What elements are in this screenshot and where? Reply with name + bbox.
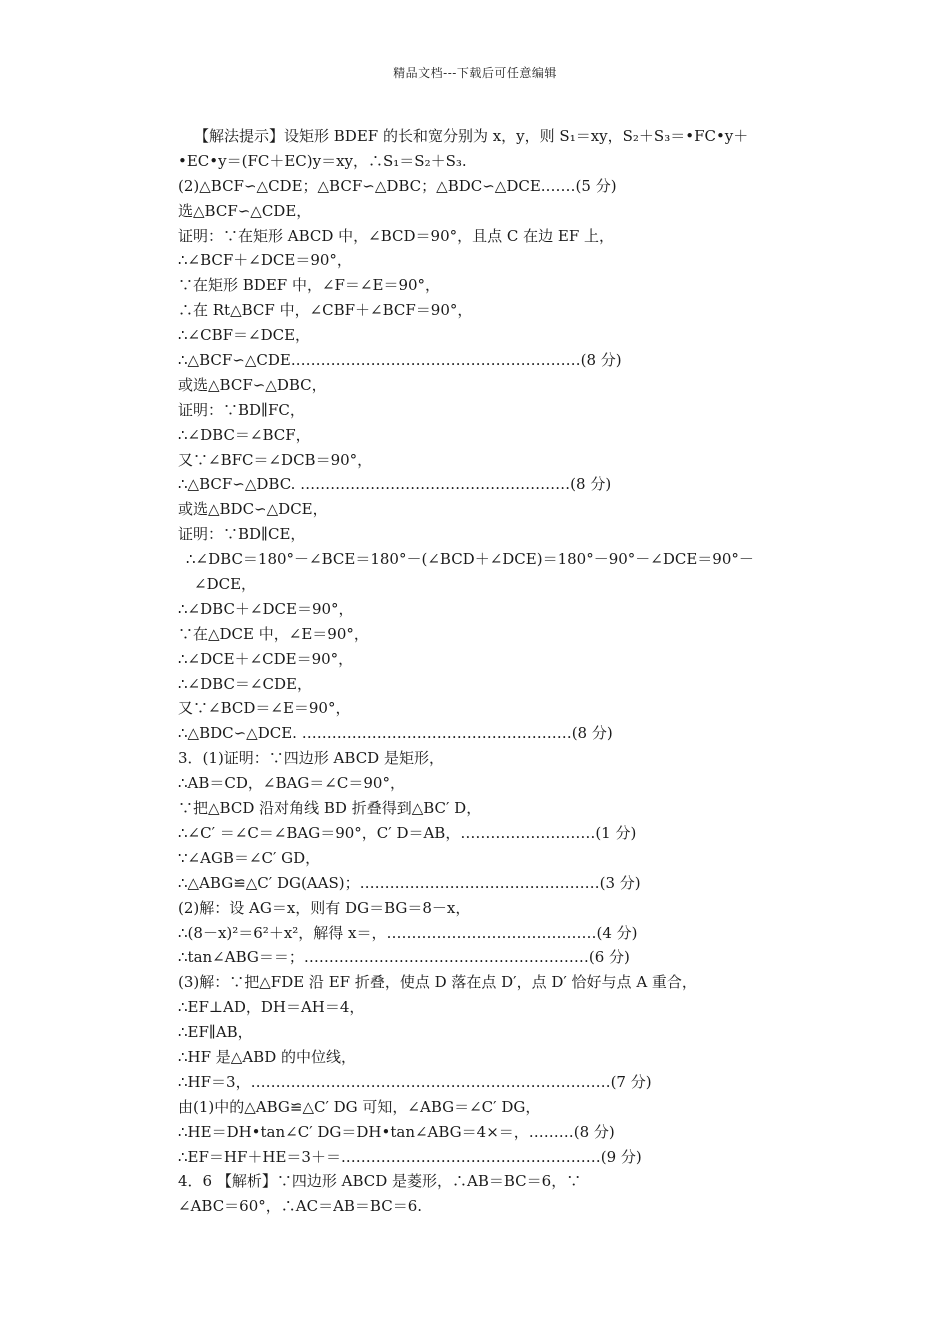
text-line: 【解法提示】设矩形 BDEF 的长和宽分别为 x，y，则 S₁＝xy，S₂＋S₃＝•FC•y＋ xyxy=(194,127,749,145)
text-line: ∵在△DCE 中，∠E＝90°， xyxy=(178,624,369,643)
text-line: ∠ABC＝60°，∴AC＝AB＝BC＝6. xyxy=(178,1197,423,1216)
text-line: (2)解：设 AG＝x，则有 DG＝BG＝8－x， xyxy=(178,898,471,917)
text-line: ∴△ABG≌△C′ DG(AAS)；…………………………………………(3 分) xyxy=(178,873,641,892)
text-line: 3．(1)证明：∵四边形 ABCD 是矩形， xyxy=(178,749,444,768)
text-line: (3)解：∵把△FDE 沿 EF 折叠，使点 D 落在点 D′，点 D′ 恰好与点 A 重合， xyxy=(178,973,697,992)
document-body xyxy=(178,124,818,1219)
text-line: ∴(8－x)²＝6²＋x²，解得 x＝，……………………………………(4 分) xyxy=(178,923,638,942)
text-line: 又∵∠BFC＝∠DCB＝90°， xyxy=(178,450,373,469)
text-line: ∴HF＝3，………………………………………………………………(7 分) xyxy=(178,1072,652,1091)
text-line: 证明：∵在矩形 ABCD 中，∠BCD＝90°，且点 C 在边 EF 上， xyxy=(178,226,615,245)
text-line: 选△BCF∽△CDE， xyxy=(178,201,312,220)
text-line: 或选△BDC∽△DCE， xyxy=(178,500,328,519)
text-line: ∴∠DBC＝∠BCF， xyxy=(178,425,311,444)
text-line: 或选△BCF∽△DBC， xyxy=(178,375,327,394)
text-line: ∠DCE， xyxy=(194,575,257,594)
text-line: ∴∠DBC＝∠CDE， xyxy=(178,674,312,693)
text-line: •EC•y＝(FC＋EC)y＝xy，∴S₁＝S₂＋S₃. xyxy=(178,151,467,170)
text-line: 4．6 【解析】∵四边形 ABCD 是菱形，∴AB＝BC＝6，∵ xyxy=(178,1172,582,1191)
text-line: 又∵∠BCD＝∠E＝90°， xyxy=(178,699,351,718)
text-line: ∴EF∥AB， xyxy=(178,1023,253,1042)
text-line: ∴△BDC∽△DCE. ………………………………………………(8 分) xyxy=(178,724,613,743)
text-line: ∴∠C′ ＝∠C＝∠BAG＝90°，C′ D＝AB，………………………(1 分) xyxy=(178,823,637,842)
text-line: ∴△BCF∽△CDE.…………………………………………………(8 分) xyxy=(178,351,622,370)
page-header: 精品文档---下载后可任意编辑 xyxy=(393,66,557,80)
text-line: ∴AB＝CD，∠BAG＝∠C＝90°， xyxy=(178,774,405,793)
text-line: ∴∠DBC＝180°－∠BCE＝180°－(∠BCD＋∠DCE)＝180°－90°－∠DCE＝90°－ xyxy=(186,550,754,569)
text-line: ∴EF⊥AD，DH＝AH＝4， xyxy=(178,998,365,1017)
text-line: ∴tan∠ABG＝＝；…………………………………………………(6 分) xyxy=(178,948,630,967)
text-line: ∴△BCF∽△DBC. ………………………………………………(8 分) xyxy=(178,475,612,494)
text-line: ∵∠AGB＝∠C′ GD， xyxy=(178,848,321,867)
text-line: ∵在矩形 BDEF 中，∠F＝∠E＝90°， xyxy=(178,276,441,295)
text-line: ∴∠CBF＝∠DCE， xyxy=(178,326,311,345)
text-line: ∴在 Rt△BCF 中，∠CBF＋∠BCF＝90°， xyxy=(178,301,473,320)
text-line: 由(1)中的△ABG≌△C′ DG 可知，∠ABG＝∠C′ DG， xyxy=(178,1097,541,1116)
text-line: 证明：∵BD∥CE， xyxy=(178,525,306,544)
text-line: ∴EF＝HF＋HE＝3＋＝.……………………………………………(9 分) xyxy=(178,1147,642,1166)
text-line: ∴HF 是△ABD 的中位线， xyxy=(178,1047,356,1066)
text-line: ∴HE＝DH•tan∠C′ DG＝DH•tan∠ABG＝4×＝，………(8 分) xyxy=(178,1122,615,1141)
text-line: (2)△BCF∽△CDE；△BCF∽△DBC；△BDC∽△DCE.……(5 分) xyxy=(178,176,617,195)
text-line: ∴∠DBC＋∠DCE＝90°， xyxy=(178,599,354,618)
text-line: ∴∠BCF＋∠DCE＝90°， xyxy=(178,251,352,270)
text-line: ∵把△BCD 沿对角线 BD 折叠得到△BC′ D， xyxy=(178,799,482,818)
text-line: 证明：∵BD∥FC， xyxy=(178,400,305,419)
text-line: ∴∠DCE＋∠CDE＝90°， xyxy=(178,649,354,668)
